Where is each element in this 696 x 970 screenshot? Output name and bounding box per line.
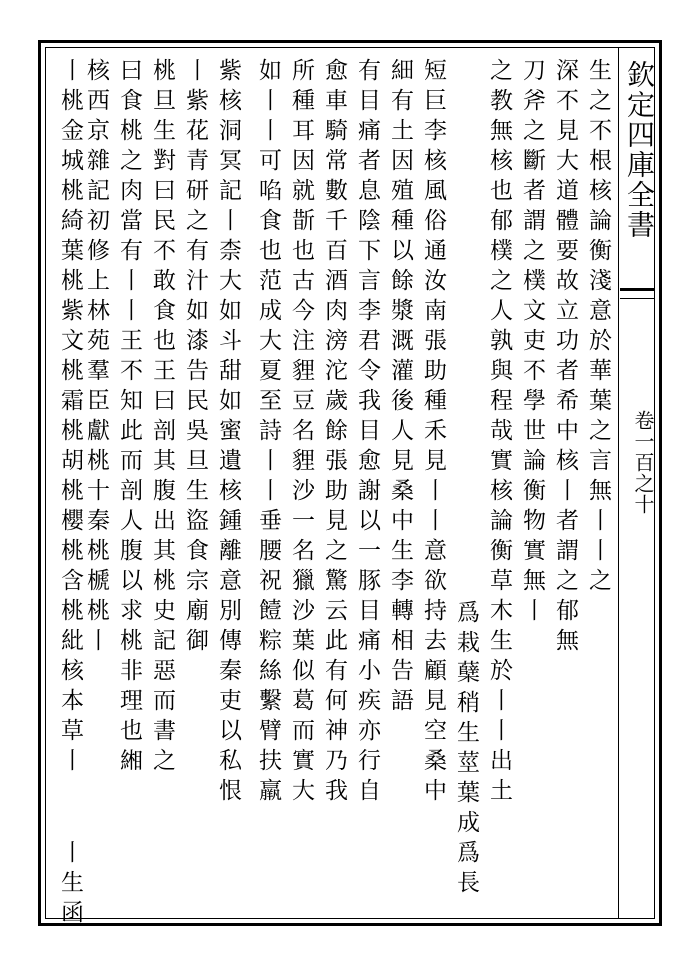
column-rule — [618, 47, 619, 919]
text-column: 細有土因殖種以餘漿溉灌後人見桑中生李轉相告語 — [387, 58, 413, 718]
text-column: 丨生函 — [57, 840, 83, 930]
text-column: 曰食桃之肉當有丨丨王不知此而剖人腹以求桃非理也緗 — [116, 58, 142, 778]
text-column: 爲栽蘖稍生莖葉成爲長 — [453, 600, 479, 900]
spine-divider — [620, 288, 655, 291]
volume-label: 卷一百之十 — [631, 410, 655, 515]
book-title: 欽定四庫全書 — [623, 60, 656, 240]
text-column: 丨紫花青研之有汁如漆告民吳旦生盜食宗廟御 — [182, 58, 208, 658]
text-column: 紫核洞冥記丨柰大如斗甜如蜜遺核鍾離意別傳秦吏以私恨 — [215, 58, 241, 808]
text-column: 之教無核也郁樸之人孰與程哉實核論衡草木生於丨丨出土 — [486, 58, 512, 808]
text-column: 丨桃金城桃綺葉桃紫文桃霜桃胡桃櫻桃含桃紕核本草丨 — [57, 58, 83, 778]
text-column: 深不見大道體要故立功者希中核丨者謂之郁無 — [552, 58, 578, 658]
text-column: 短巨李核風俗通汝南張助種禾見丨丨意欲持去顧見空桑中 — [420, 58, 446, 808]
text-column: 桃旦生對曰民不敢食也王曰剖其腹出其桃史記惡而書之 — [149, 58, 175, 778]
text-column: 核西京雜記初修上林苑羣臣獻桃十秦桃榹桃丨 — [83, 58, 109, 658]
text-column: 如丨丨可啗食也范成大夏至詩丨丨垂腰祝饐粽絲繫臂扶羸 — [255, 58, 281, 808]
text-column: 有目痛者息陰下言李君令我目愈謝以一豚目痛小疾亦行自 — [354, 58, 380, 808]
text-column: 所種耳因就斮也古今注貍豆名貍沙一名獵沙葉似葛而實大 — [288, 58, 314, 808]
spine-divider-thin — [620, 298, 655, 299]
text-column: 愈車騎常數千百酒肉滂沱歲餘張助見之驚云此有何神乃我 — [321, 58, 347, 808]
text-column: 刀斧之斷者謂之樸文吏不學世論衡物實無丨 — [519, 58, 545, 628]
text-column: 生之不根核論衡淺意於華葉之言無丨丨之 — [585, 58, 611, 598]
